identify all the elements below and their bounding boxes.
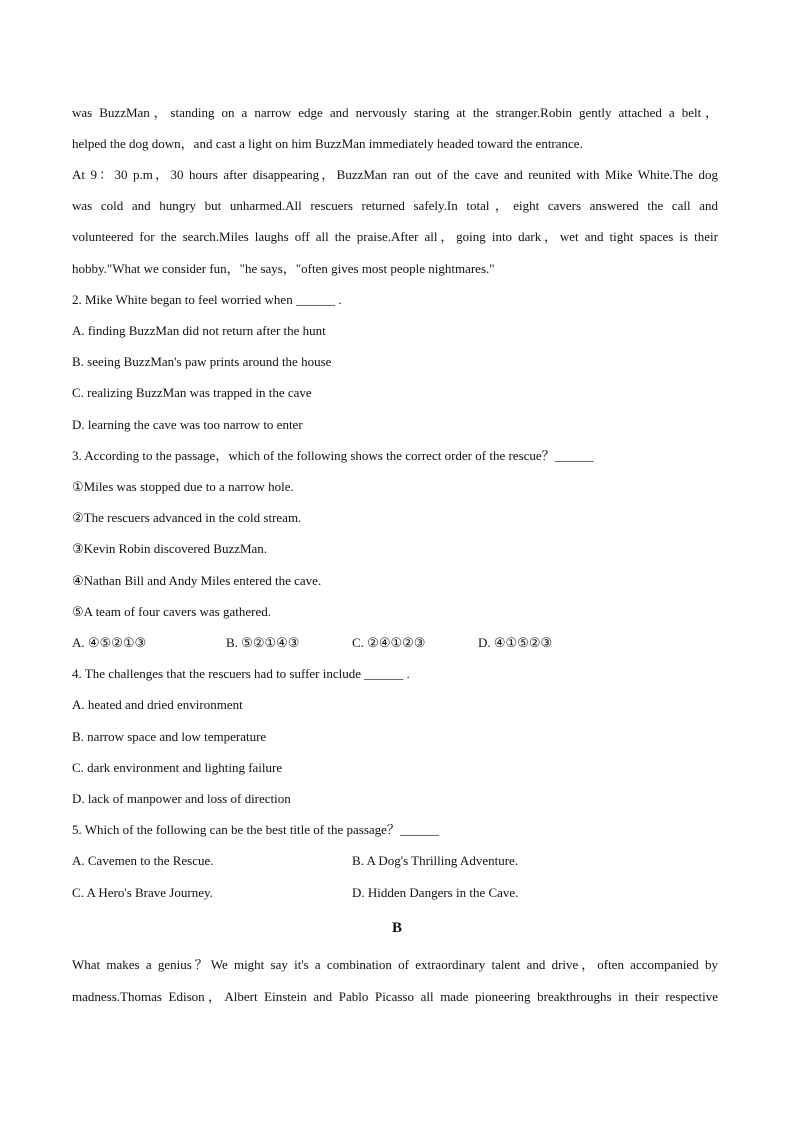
question-3-option-d[interactable]: D. ④①⑤②③ xyxy=(478,635,553,650)
question-3-event: ②The rescuers advanced in the cold stream. xyxy=(72,510,302,525)
section-b-heading: B xyxy=(391,920,402,936)
passage-line: At 9：30 p.m，30 hours after disappearing，BuzzMan ran out of the cave and reunited with Mike White.The dog xyxy=(72,167,718,182)
question-3-option-c[interactable]: C. ②④①②③ xyxy=(352,635,426,650)
question-2-option-b[interactable]: B. seeing BuzzMan's paw prints around the house xyxy=(72,354,332,369)
question-3-event: ①Miles was stopped due to a narrow hole. xyxy=(72,479,294,494)
question-5-option-c[interactable]: C. A Hero's Brave Journey. xyxy=(72,885,213,900)
passage-b-line: What makes a genius？We might say it's a combination of extraordinary talent and drive，often accompanied by xyxy=(72,957,718,972)
question-3-option-b[interactable]: B. ⑤②①④③ xyxy=(226,635,300,650)
passage-b-line: madness.Thomas Edison，Albert Einstein and Pablo Picasso all made pioneering breakthroughs in their respective xyxy=(72,989,718,1004)
question-4-option-d[interactable]: D. lack of manpower and loss of direction xyxy=(72,791,291,806)
question-3-event: ⑤A team of four cavers was gathered. xyxy=(72,604,271,619)
question-5-option-b[interactable]: B. A Dog's Thrilling Adventure. xyxy=(352,853,519,868)
question-3-event: ③Kevin Robin discovered BuzzMan. xyxy=(72,541,268,556)
question-2-option-c[interactable]: C. realizing BuzzMan was trapped in the cave xyxy=(72,385,312,400)
question-3-event: ④Nathan Bill and Andy Miles entered the cave. xyxy=(72,573,322,588)
passage-line: was BuzzMan，standing on a narrow edge and nervously staring at the stranger.Robin gently attached a belt， xyxy=(72,105,718,120)
question-5-option-d[interactable]: D. Hidden Dangers in the Cave. xyxy=(352,885,519,900)
passage-line: helped the dog down，and cast a light on him BuzzMan immediately headed toward the entrance. xyxy=(72,136,583,151)
question-5-stem: 5. Which of the following can be the best title of the passage？______ xyxy=(72,822,439,837)
passage-line: was cold and hungry but unharmed.All rescuers returned safely.In total，eight cavers answered the call and xyxy=(72,198,718,213)
question-2-option-d[interactable]: D. learning the cave was too narrow to enter xyxy=(72,417,303,432)
question-3-option-a[interactable]: A. ④⑤②①③ xyxy=(72,635,147,650)
question-4-option-b[interactable]: B. narrow space and low temperature xyxy=(72,729,267,744)
question-5-option-a[interactable]: A. Cavemen to the Rescue. xyxy=(72,853,214,868)
question-4-stem: 4. The challenges that the rescuers had to suffer include ______ . xyxy=(72,666,410,681)
passage-line: volunteered for the search.Miles laughs off all the praise.After all，going into dark，wet and tight spaces is their xyxy=(72,229,718,244)
passage-line: hobby."What we consider fun，"he says，"often gives most people nightmares." xyxy=(72,261,495,276)
question-2-stem: 2. Mike White began to feel worried when ______ . xyxy=(72,292,342,307)
question-4-option-c[interactable]: C. dark environment and lighting failure xyxy=(72,760,283,775)
question-3-stem: 3. According to the passage，which of the following shows the correct order of the rescue？______ xyxy=(72,448,594,463)
question-4-option-a[interactable]: A. heated and dried environment xyxy=(72,697,243,712)
question-2-option-a[interactable]: A. finding BuzzMan did not return after the hunt xyxy=(72,323,326,338)
